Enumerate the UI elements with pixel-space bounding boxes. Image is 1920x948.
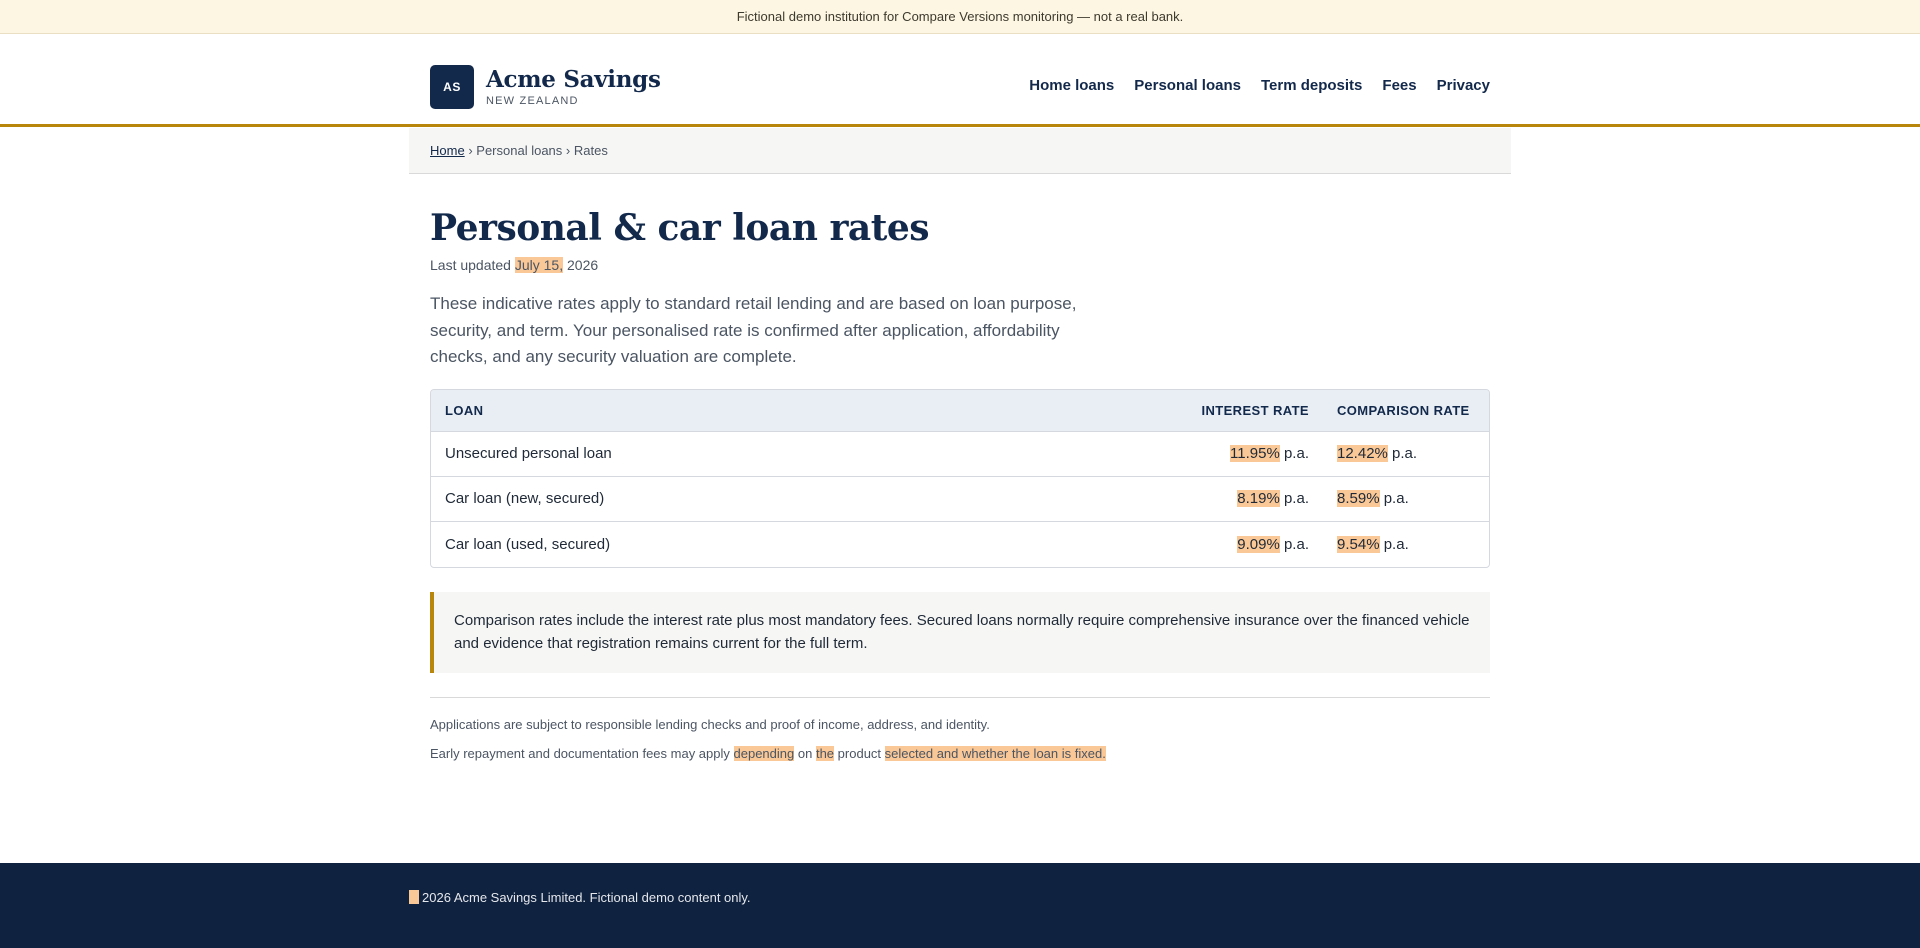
site-header bbox=[0, 34, 1920, 127]
breadcrumb-separator: › bbox=[468, 143, 473, 158]
demo-banner-text: Fictional demo institution for Compare Versions monitoring — not a real bank. bbox=[736, 9, 1184, 24]
rate-suffix: p.a. bbox=[1392, 445, 1418, 462]
nav-personal-loans[interactable]: Personal loans bbox=[1134, 77, 1241, 94]
comparison-rate-value: 8.59% bbox=[1337, 490, 1380, 507]
main-nav bbox=[1029, 77, 1490, 94]
rate-suffix: p.a. bbox=[1283, 445, 1309, 462]
last-updated bbox=[430, 257, 1490, 273]
site-footer bbox=[0, 863, 1920, 948]
fine-print-fees bbox=[430, 746, 1490, 762]
brand-subtitle: NEW ZEALAND bbox=[486, 95, 579, 107]
fine-print-highlight: depending bbox=[733, 745, 795, 761]
breadcrumb bbox=[409, 128, 1511, 174]
interest-rate-value: 9.09% bbox=[1237, 535, 1280, 553]
rate-suffix: p.a. bbox=[1383, 535, 1409, 553]
fine-print-text: product bbox=[837, 745, 882, 761]
demo-banner bbox=[0, 0, 1920, 34]
column-header-loan: LOAN bbox=[445, 402, 484, 418]
breadcrumb-home-link[interactable]: Home bbox=[430, 143, 465, 158]
comparison-rate-cell bbox=[1309, 536, 1409, 553]
interest-rate-cell bbox=[1021, 490, 1309, 507]
nav-term-deposits[interactable]: Term deposits bbox=[1260, 77, 1363, 94]
last-updated-date: July 15, bbox=[514, 257, 564, 273]
interest-rate-cell bbox=[1021, 445, 1309, 462]
rate-suffix: p.a. bbox=[1383, 490, 1409, 507]
rates-table bbox=[430, 389, 1490, 568]
rates-table-header bbox=[431, 390, 1489, 432]
rate-suffix: p.a. bbox=[1283, 535, 1309, 553]
comparison-rate-note: Comparison rates include the interest rate plus most mandatory fees. Secured loans normally require comprehensive insurance over the financed vehicle and evidence that registration remains current for the full term. bbox=[430, 592, 1490, 673]
intro-paragraph: These indicative rates apply to standard retail lending and are based on loan purpose, security, and term. Your personalised rate is confirmed after application, affordability checks, and any security valuation are complete. bbox=[430, 294, 1077, 366]
comparison-rate-value: 12.42% bbox=[1337, 445, 1388, 462]
nav-privacy[interactable]: Privacy bbox=[1436, 77, 1490, 94]
comparison-rate-value: 9.54% bbox=[1337, 535, 1380, 553]
table-row bbox=[431, 432, 1489, 477]
column-header-comparison-rate: COMPARISON RATE bbox=[1337, 402, 1470, 418]
footer-copyright bbox=[409, 890, 751, 906]
interest-rate-value: 11.95% bbox=[1230, 445, 1280, 462]
breadcrumb-section: Personal loans bbox=[476, 143, 563, 158]
interest-rate-value: 8.19% bbox=[1237, 490, 1280, 507]
nav-home-loans[interactable]: Home loans bbox=[1029, 77, 1115, 94]
comparison-rate-cell bbox=[1309, 445, 1417, 462]
table-row bbox=[431, 522, 1489, 567]
breadcrumb-current: Rates bbox=[573, 143, 608, 158]
copyright-marker bbox=[409, 890, 419, 904]
logo-badge: AS bbox=[430, 65, 474, 109]
fine-print-text: on bbox=[797, 745, 813, 761]
breadcrumb-separator: › bbox=[565, 143, 571, 158]
fine-print-lending: Applications are subject to responsible lending checks and proof of income, address, and identity. bbox=[430, 716, 990, 732]
fine-print-text: Early repayment and documentation fees may apply bbox=[430, 745, 730, 761]
column-header-interest-rate: INTEREST RATE bbox=[1201, 402, 1309, 418]
last-updated-prefix: Last updated bbox=[430, 257, 511, 273]
last-updated-year: 2026 bbox=[567, 257, 599, 273]
rate-suffix: p.a. bbox=[1283, 490, 1309, 507]
loan-name: Car loan (new, secured) bbox=[445, 490, 605, 507]
brand-name: Acme Savings bbox=[486, 66, 661, 93]
brand-logo-link[interactable] bbox=[430, 65, 661, 109]
loan-name: Unsecured personal loan bbox=[445, 445, 612, 462]
table-row bbox=[431, 477, 1489, 522]
loan-name: Car loan (used, secured) bbox=[445, 535, 611, 553]
brand-text bbox=[486, 67, 661, 107]
main-content bbox=[430, 200, 1490, 762]
comparison-rate-cell bbox=[1309, 490, 1409, 507]
page-title: Personal & car loan rates bbox=[430, 207, 930, 249]
nav-fees[interactable]: Fees bbox=[1382, 77, 1417, 94]
fine-print-highlight: selected and whether the loan is fixed. bbox=[884, 745, 1106, 761]
fine-print-highlight: the bbox=[815, 745, 835, 761]
interest-rate-cell bbox=[1021, 536, 1309, 553]
section-divider bbox=[430, 697, 1490, 698]
footer-text: 2026 Acme Savings Limited. Fictional demo content only. bbox=[422, 890, 751, 905]
